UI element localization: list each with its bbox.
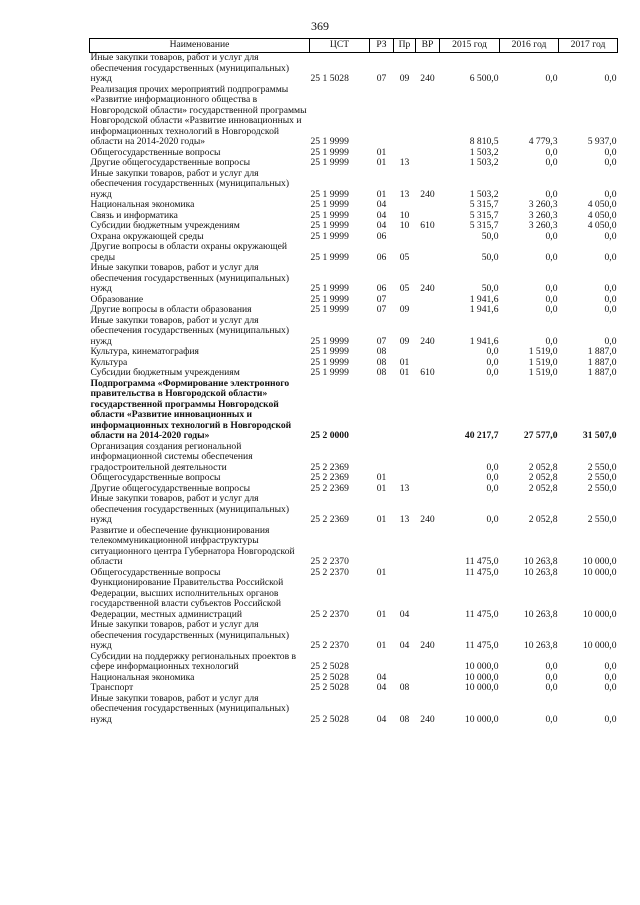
- row-cst: 25 2 5028: [310, 671, 349, 683]
- row-2015: 10 000,0: [464, 682, 499, 693]
- row-2017: 0,0: [604, 671, 617, 683]
- row-cst: 25 1 9999: [310, 188, 349, 200]
- row-vr: [416, 473, 440, 484]
- row-rz: [370, 526, 394, 568]
- row-pr: 01: [399, 367, 410, 378]
- row-2017: 0,0: [604, 304, 617, 315]
- row-2015: 1 941,6: [469, 335, 499, 347]
- row-2015: 0,0: [486, 472, 499, 483]
- row-name: Реализация прочих мероприятий подпрограммы «Развитие информационного общества в Новгородской области» государственной программы Новгородской области «Развитие инновационных и информационных технологий в Новгородской области на 2014-2020 годы»: [90, 83, 307, 147]
- table-row: [90, 652, 618, 673]
- row-pr: [394, 347, 416, 358]
- row-cst: 25 2 2370: [310, 640, 349, 651]
- row-cst: 25 1 9999: [310, 346, 349, 357]
- row-2017: 0,0: [604, 157, 617, 168]
- row-name: Субсидии бюджетным учреждениям: [90, 367, 240, 378]
- row-vr: [416, 652, 440, 673]
- table-row: [90, 694, 618, 726]
- row-2015: 11 475,0: [465, 556, 499, 567]
- row-cst: 25 2 2369: [310, 461, 349, 473]
- row-cst: 25 2 2369: [310, 482, 349, 494]
- row-vr: [416, 295, 440, 306]
- row-pr: [394, 232, 416, 243]
- row-2016: 0,0: [545, 304, 558, 315]
- row-cst: 25 1 9999: [310, 367, 349, 378]
- row-2017: 0,0: [604, 146, 617, 158]
- row-pr: 13: [399, 157, 410, 168]
- table-row: [90, 526, 618, 568]
- row-vr: 240: [420, 283, 435, 294]
- row-cst: 25 2 5028: [310, 682, 349, 693]
- row-vr: [416, 568, 440, 579]
- row-pr: 13: [399, 188, 410, 200]
- table-row: [90, 200, 618, 211]
- row-2017: 0,0: [604, 293, 617, 305]
- row-name: Транспорт: [90, 682, 134, 693]
- row-cst: 25 1 9999: [310, 230, 349, 242]
- row-2017: 5 937,0: [587, 136, 617, 147]
- row-rz: 01: [376, 608, 387, 620]
- row-2016: 0,0: [545, 283, 558, 294]
- row-2016: 2 052,8: [528, 482, 558, 494]
- row-name: Иные закупки товаров, работ и услуг для обеспечения государственных (муниципальных) нужд: [90, 619, 290, 651]
- row-vr: 240: [420, 514, 435, 525]
- row-2015: 0,0: [486, 482, 499, 494]
- row-rz: 04: [376, 209, 387, 221]
- header-cst: ЦСТ: [310, 39, 370, 53]
- row-pr: 04: [399, 640, 410, 651]
- row-cst: 25 2 2370: [310, 608, 349, 620]
- row-rz: 06: [376, 283, 387, 294]
- row-rz: 07: [376, 293, 387, 305]
- row-2017: 1 887,0: [587, 356, 617, 368]
- row-2016: 0,0: [545, 146, 558, 158]
- row-name: Другие вопросы в области охраны окружающей среды: [90, 241, 287, 263]
- row-2016: 0,0: [545, 713, 558, 725]
- row-pr: 09: [399, 304, 410, 315]
- table-row: [90, 263, 618, 295]
- row-name: Культура, кинематография: [90, 346, 199, 357]
- row-rz: [370, 652, 394, 673]
- row-vr: [416, 200, 440, 211]
- row-rz: 07: [376, 304, 387, 315]
- row-vr: [416, 232, 440, 243]
- row-cst: 25 1 9999: [310, 356, 349, 368]
- row-2017: 4 050,0: [587, 209, 617, 221]
- row-2017: 0,0: [604, 682, 617, 693]
- row-name: Иные закупки товаров, работ и услуг для обеспечения государственных (муниципальных) нужд: [90, 692, 290, 725]
- row-2017: 10 000,0: [582, 566, 617, 578]
- table-row: [90, 305, 618, 316]
- header-pr: Пр: [394, 39, 416, 53]
- table-body: [90, 53, 618, 726]
- row-cst: 25 1 5028: [310, 73, 349, 84]
- row-2015: 5 315,7: [469, 199, 499, 210]
- table-row: [90, 473, 618, 484]
- row-rz: 04: [376, 682, 387, 693]
- row-2015: 1 503,2: [469, 146, 499, 158]
- row-2015: 10 000,0: [464, 661, 499, 672]
- row-pr: 01: [399, 356, 410, 368]
- row-2015: 50,0: [481, 251, 499, 263]
- row-2016: 1 519,0: [528, 367, 558, 378]
- row-2015: 6 500,0: [469, 73, 499, 84]
- row-cst: 25 2 2370: [310, 556, 349, 567]
- row-rz: 01: [376, 640, 387, 651]
- row-rz: 04: [376, 220, 387, 231]
- table-row: [90, 673, 618, 684]
- row-cst: 25 1 9999: [310, 199, 349, 210]
- row-2017: 31 507,0: [582, 430, 617, 441]
- row-name: Другие общегосударственные вопросы: [90, 482, 251, 494]
- row-name: Охрана окружающей среды: [90, 230, 204, 242]
- header-name: Наименование: [90, 39, 310, 53]
- row-2015: 50,0: [481, 283, 499, 294]
- row-pr: 05: [399, 251, 410, 263]
- row-vr: [416, 379, 440, 442]
- row-2016: 3 260,3: [528, 220, 558, 231]
- row-2017: 10 000,0: [582, 640, 617, 651]
- budget-table: [89, 38, 618, 725]
- row-2015: 11 475,0: [465, 640, 499, 651]
- row-rz: 04: [376, 199, 387, 210]
- row-rz: 04: [376, 713, 387, 725]
- header-2015: 2015 год: [440, 39, 500, 53]
- row-cst: 25 1 9999: [310, 136, 349, 147]
- row-cst: 25 1 9999: [310, 209, 349, 221]
- row-2017: 1 887,0: [587, 346, 617, 357]
- row-2015: 40 217,7: [464, 430, 499, 441]
- row-pr: 13: [399, 514, 410, 525]
- row-vr: 240: [420, 188, 435, 200]
- row-cst: 25 1 9999: [310, 304, 349, 315]
- row-rz: 01: [376, 146, 387, 158]
- row-name: Функционирование Правительства Российской Федерации, высших исполнительных органов государственной власти субъектов Российской Федерации, местных администраций: [90, 577, 284, 620]
- row-rz: 08: [376, 356, 387, 368]
- row-cst: 25 2 0000: [310, 430, 349, 441]
- row-vr: [416, 578, 440, 620]
- row-2016: 10 263,8: [523, 640, 558, 651]
- row-2016: 2 052,8: [528, 461, 558, 473]
- row-vr: [416, 347, 440, 358]
- row-2016: 0,0: [545, 671, 558, 683]
- row-2015: 0,0: [486, 514, 499, 525]
- row-2016: 0,0: [545, 293, 558, 305]
- table-row: [90, 442, 618, 474]
- row-cst: 25 2 5028: [310, 661, 349, 672]
- row-name: Иные закупки товаров, работ и услуг для обеспечения государственных (муниципальных) нужд: [90, 167, 290, 200]
- row-2016: 0,0: [545, 230, 558, 242]
- row-pr: 08: [399, 713, 410, 725]
- row-cst: 25 1 9999: [310, 283, 349, 294]
- row-vr: [416, 526, 440, 568]
- row-pr: [394, 526, 416, 568]
- row-name: Образование: [90, 293, 144, 305]
- header-rz: РЗ: [370, 39, 394, 53]
- row-pr: 05: [399, 283, 410, 294]
- row-2015: 10 000,0: [464, 671, 499, 683]
- row-2017: 0,0: [604, 251, 617, 263]
- row-rz: [370, 85, 394, 148]
- header-2016: 2016 год: [500, 39, 559, 53]
- row-vr: [416, 305, 440, 316]
- row-2015: 11 475,0: [465, 608, 499, 620]
- row-pr: [394, 568, 416, 579]
- row-2017: 0,0: [604, 73, 617, 84]
- table-header-row: [90, 39, 618, 53]
- row-name: Субсидии бюджетным учреждениям: [90, 220, 240, 231]
- row-cst: 25 2 2369: [310, 472, 349, 483]
- row-cst: 25 1 9999: [310, 220, 349, 231]
- row-name: Иные закупки товаров, работ и услуг для обеспечения государственных (муниципальных) нужд: [90, 262, 290, 294]
- row-2016: 0,0: [545, 335, 558, 347]
- row-2016: 10 263,8: [523, 556, 558, 567]
- row-2017: 2 550,0: [587, 472, 617, 483]
- row-2017: 0,0: [604, 230, 617, 242]
- row-2016: 3 260,3: [528, 199, 558, 210]
- row-pr: [394, 85, 416, 148]
- table-row: [90, 347, 618, 358]
- row-vr: [416, 148, 440, 159]
- table-row: [90, 158, 618, 169]
- row-2016: 10 263,8: [523, 566, 558, 578]
- row-rz: 01: [376, 566, 387, 578]
- row-rz: 06: [376, 251, 387, 263]
- row-cst: 25 1 9999: [310, 251, 349, 263]
- row-cst: 25 1 9999: [310, 335, 349, 347]
- row-2016: 10 263,8: [523, 608, 558, 620]
- table-row: [90, 169, 618, 201]
- row-vr: 240: [420, 335, 435, 347]
- row-2017: 4 050,0: [587, 199, 617, 210]
- row-rz: 06: [376, 230, 387, 242]
- row-pr: 09: [399, 335, 410, 347]
- row-cst: 25 1 9999: [310, 157, 349, 168]
- row-pr: [394, 200, 416, 211]
- table-row: [90, 221, 618, 232]
- row-rz: 01: [376, 188, 387, 200]
- row-name: Подпрограмма «Формирование электронного правительства в Новгородской области» государственной программы Новгородской области «Развитие инновационных и информационных технологий в Новгородской области на 2014-2020 годы»: [90, 377, 292, 441]
- row-vr: 240: [420, 713, 435, 725]
- row-2017: 0,0: [604, 283, 617, 294]
- row-2016: 1 519,0: [528, 356, 558, 368]
- row-rz: 07: [376, 335, 387, 347]
- row-vr: [416, 242, 440, 263]
- row-2015: 0,0: [486, 346, 499, 357]
- row-2016: 1 519,0: [528, 346, 558, 357]
- row-2015: 0,0: [486, 367, 499, 378]
- row-rz: 01: [376, 514, 387, 525]
- table-row: [90, 242, 618, 263]
- row-rz: 04: [376, 671, 387, 683]
- row-2015: 10 000,0: [464, 713, 499, 725]
- row-name: Связь и информатика: [90, 209, 178, 221]
- row-2015: 1 503,2: [469, 188, 499, 200]
- row-pr: 09: [399, 73, 410, 84]
- row-vr: 610: [420, 220, 435, 231]
- row-2017: 10 000,0: [582, 608, 617, 620]
- row-2016: 0,0: [545, 682, 558, 693]
- row-name: Развитие и обеспечение функционирования телекоммуникационной инфраструктуры ситуационного центра Губернатора Новгородской области: [90, 524, 295, 567]
- row-cst: 25 1 9999: [310, 293, 349, 305]
- row-2015: 0,0: [486, 356, 499, 368]
- row-2015: 1 941,6: [469, 293, 499, 305]
- header-vr: ВР: [416, 39, 440, 53]
- row-cst: 25 2 2370: [310, 566, 349, 578]
- row-rz: 01: [376, 157, 387, 168]
- row-name: Национальная экономика: [90, 671, 195, 683]
- table-row: [90, 683, 618, 694]
- row-pr: 04: [399, 608, 410, 620]
- row-pr: 08: [399, 682, 410, 693]
- row-name: Субсидии на поддержку региональных проектов в сфере информационных технологий: [90, 650, 297, 672]
- table-row: [90, 368, 618, 379]
- row-rz: 01: [376, 482, 387, 494]
- table-row: [90, 379, 618, 442]
- row-2017: 0,0: [604, 335, 617, 347]
- row-vr: [416, 484, 440, 495]
- row-2016: 2 052,8: [528, 472, 558, 483]
- row-2015: 5 315,7: [469, 209, 499, 221]
- row-pr: [394, 652, 416, 673]
- row-2016: 2 052,8: [528, 514, 558, 525]
- row-2016: 0,0: [545, 661, 558, 672]
- row-2016: 0,0: [545, 157, 558, 168]
- row-2015: 1 503,2: [469, 157, 499, 168]
- row-2016: 0,0: [545, 73, 558, 84]
- row-name: Общегосударственные вопросы: [90, 146, 221, 158]
- row-name: Общегосударственные вопросы: [90, 472, 221, 483]
- row-cst: 25 2 5028: [310, 713, 349, 725]
- row-name: Национальная экономика: [90, 199, 195, 210]
- row-2016: 0,0: [545, 251, 558, 263]
- row-2017: 0,0: [604, 713, 617, 725]
- row-2017: 4 050,0: [587, 220, 617, 231]
- row-2016: 3 260,3: [528, 209, 558, 221]
- table-row: [90, 578, 618, 620]
- row-name: Организация создания региональной информационной системы обеспечения градостроительной деятельности: [90, 440, 253, 473]
- row-pr: [394, 473, 416, 484]
- row-vr: 610: [420, 367, 435, 378]
- row-2017: 0,0: [604, 188, 617, 200]
- row-2015: 1 941,6: [469, 304, 499, 315]
- row-name: Другие общегосударственные вопросы: [90, 157, 251, 168]
- row-vr: 240: [420, 73, 435, 84]
- row-2015: 5 315,7: [469, 220, 499, 231]
- row-rz: [370, 442, 394, 474]
- row-vr: 240: [420, 640, 435, 651]
- row-name: Иные закупки товаров, работ и услуг для обеспечения государственных (муниципальных) нужд: [90, 314, 290, 347]
- row-2016: 4 779,3: [528, 136, 558, 147]
- row-vr: [416, 85, 440, 148]
- row-rz: 07: [376, 73, 387, 84]
- row-rz: 08: [376, 367, 387, 378]
- header-2017: 2017 год: [559, 39, 618, 53]
- row-2015: 50,0: [481, 230, 499, 242]
- row-pr: [394, 379, 416, 442]
- row-pr: 10: [399, 209, 410, 221]
- row-pr: [394, 442, 416, 474]
- row-vr: [416, 442, 440, 474]
- row-vr: [416, 158, 440, 169]
- row-cst: 25 1 9999: [310, 146, 349, 158]
- row-2015: 0,0: [486, 461, 499, 473]
- table-row: [90, 85, 618, 148]
- row-2017: 1 887,0: [587, 367, 617, 378]
- row-name: Культура: [90, 356, 128, 368]
- row-name: Иные закупки товаров, работ и услуг для обеспечения государственных (муниципальных) нужд: [90, 493, 290, 525]
- row-cst: 25 2 2369: [310, 514, 349, 525]
- row-pr: 10: [399, 220, 410, 231]
- row-vr: [416, 683, 440, 694]
- table-row: [90, 620, 618, 652]
- table-row: [90, 494, 618, 526]
- row-2017: 0,0: [604, 661, 617, 672]
- page-number: 369: [311, 19, 329, 33]
- row-name: Другие вопросы в области образования: [90, 304, 252, 315]
- table-row: [90, 316, 618, 348]
- row-rz: [370, 379, 394, 442]
- table-row: [90, 53, 618, 85]
- row-pr: 13: [399, 482, 410, 494]
- row-2017: 2 550,0: [587, 461, 617, 473]
- row-2017: 2 550,0: [587, 482, 617, 494]
- row-rz: 01: [376, 472, 387, 483]
- row-vr: [416, 673, 440, 684]
- row-2015: 11 475,0: [465, 566, 499, 578]
- row-2016: 0,0: [545, 188, 558, 200]
- row-2015: 8 810,5: [469, 136, 499, 147]
- row-name: Общегосударственные вопросы: [90, 566, 221, 578]
- row-2017: 10 000,0: [582, 556, 617, 567]
- row-2017: 2 550,0: [587, 514, 617, 525]
- row-rz: 08: [376, 346, 387, 357]
- row-2016: 27 577,0: [523, 430, 558, 441]
- row-name: Иные закупки товаров, работ и услуг для обеспечения государственных (муниципальных) нужд: [90, 52, 290, 84]
